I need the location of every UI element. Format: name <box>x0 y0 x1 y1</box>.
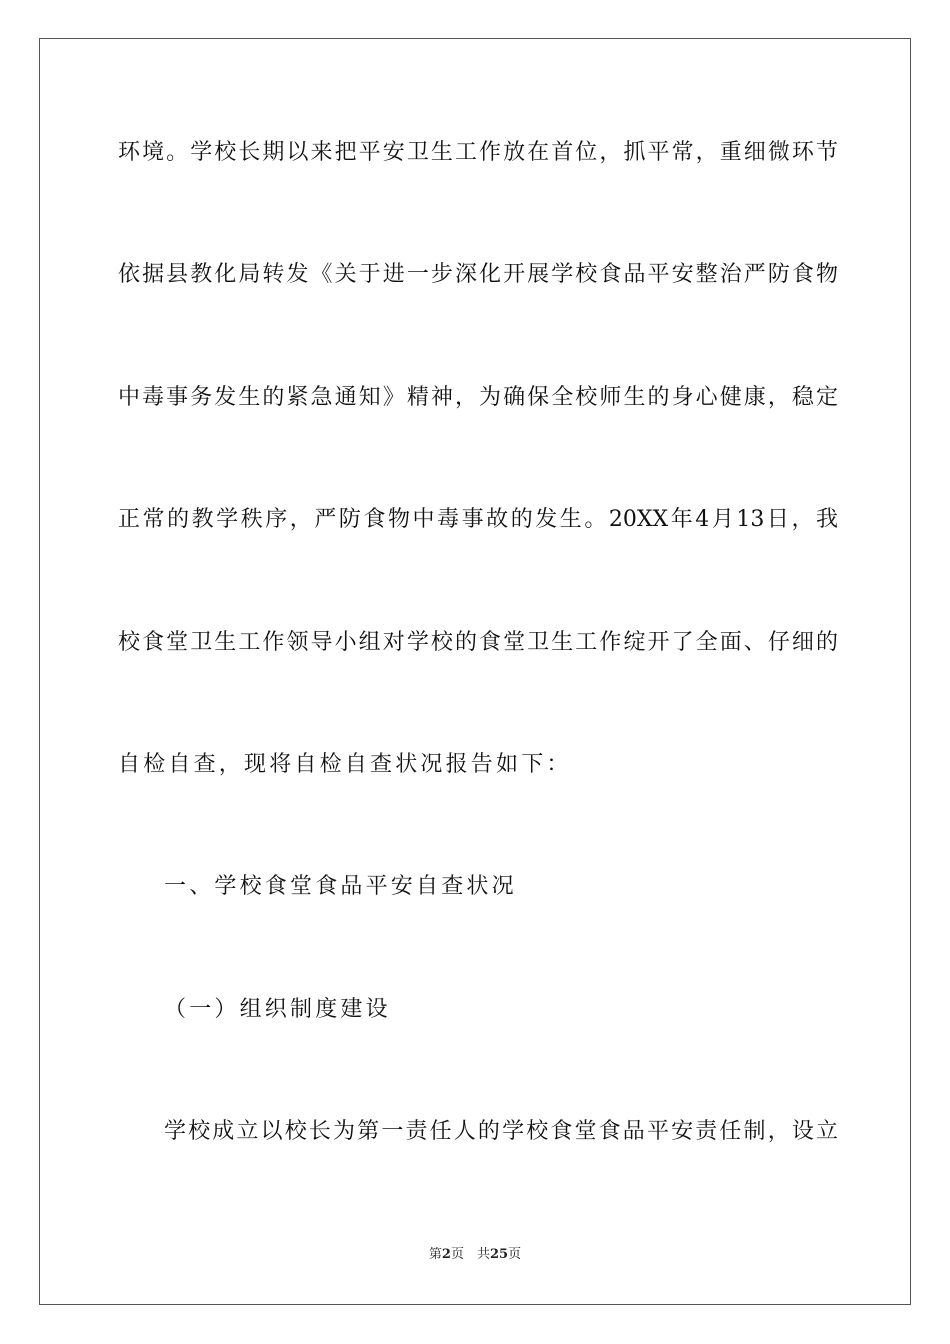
body-text-line-2: 依据县教化局转发《关于进一步深化开展学校食品平安整治严防食物 <box>118 262 838 287</box>
body-text-line-3: 中毒事务发生的紧急通知》精神，为确保全校师生的身心健康，稳定 <box>118 385 838 410</box>
body-text-line-6: 自检自查，现将自检自查状况报告如下： <box>118 752 572 777</box>
subsection-heading: （一）组织制度建设 <box>164 997 391 1022</box>
page-border <box>39 38 911 1305</box>
body-text-line-9: 学校成立以校长为第一责任人的学校食堂食品平安责任制，设立 <box>164 1119 838 1144</box>
body-text-line-5: 校食堂卫生工作领导小组对学校的食堂卫生工作绽开了全面、仔细的 <box>118 630 838 655</box>
footer-middle: 页 共 <box>450 1247 490 1262</box>
footer-total-pages: 25 <box>489 1247 509 1262</box>
body-text-line-1: 环境。学校长期以来把平安卫生工作放在首位，抓平常，重细微环节 <box>118 140 838 165</box>
footer-current-page: 2 <box>441 1247 451 1262</box>
section-heading: 一、学校食堂食品平安自查状况 <box>164 874 517 899</box>
body-text-line-4: 正常的教学秩序，严防食物中毒事故的发生。20XX年4月13日，我 <box>118 507 838 532</box>
page-footer <box>0 1246 950 1264</box>
footer-suffix: 页 <box>508 1247 522 1262</box>
footer-prefix: 第 <box>428 1247 442 1262</box>
